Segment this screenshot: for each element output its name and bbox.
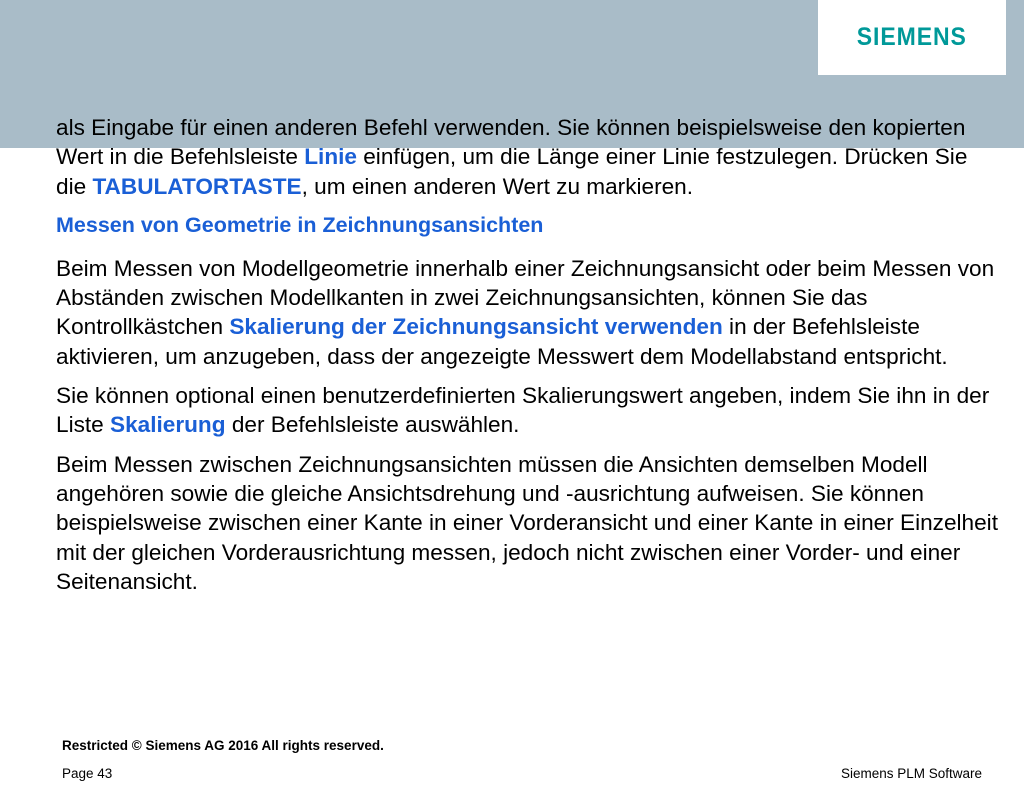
- siemens-logo: SIEMENS: [857, 23, 967, 51]
- paragraph-1-text-2: einfügen, um die Länge einer Linie festzulegen. Drücken Sie die: [56, 144, 968, 199]
- highlight-tabulatortaste: TABULATORTASTE: [92, 173, 302, 199]
- logo-box: [818, 0, 1006, 75]
- section-heading: Messen von Geometrie in Zeichnungsansichten: [56, 212, 544, 237]
- footer-page-number: Page 43: [62, 766, 113, 781]
- footer-company: Siemens PLM Software: [840, 766, 982, 781]
- paragraph-2: [56, 254, 1001, 371]
- paragraph-1: [56, 113, 1001, 201]
- footer-copyright: Restricted © Siemens AG 2016 All rights reserved.: [62, 738, 384, 753]
- paragraph-3-text-2: der Befehlsleiste auswählen.: [225, 412, 520, 438]
- paragraph-2-text-1: Beim Messen von Modellgeometrie innerhalb einer Zeichnungsansicht oder beim Messen von Abständen zwischen Modellkanten in zwei Zeichnungsansichten, können Sie das Kontrollkästchen: [56, 255, 995, 340]
- slide-content: [56, 113, 1001, 606]
- paragraph-3-text-1: Sie können optional einen benutzerdefinierten Skalierungswert angeben, indem Sie ihn in der Liste: [56, 383, 990, 438]
- paragraph-3: [56, 381, 1001, 440]
- paragraph-1-text-1: als Eingabe für einen anderen Befehl verwenden. Sie können beispielsweise den kopierten Wert in die Befehlsleiste: [56, 115, 966, 170]
- paragraph-1-text-3: , um einen anderen Wert zu markieren.: [301, 173, 694, 199]
- paragraph-4: Beim Messen zwischen Zeichnungsansichten müssen die Ansichten demselben Modell angehören sowie die gleiche Ansichtsdrehung und -ausrichtung aufweisen. Sie können beispielsweise zwischen einer Kante in einer Vorderansicht und einer Kante in einer Einzelheit mit der gleichen Vorderausrichtung messen, jedoch nicht zwischen einer Vorder- und einer Seitenansicht.: [56, 451, 998, 594]
- highlight-linie: Linie: [304, 144, 357, 170]
- highlight-skalierung: Skalierung: [110, 412, 226, 438]
- paragraph-2-text-2: in der Befehlsleiste aktivieren, um anzugeben, dass der angezeigte Messwert dem Modellabstand entspricht.: [56, 314, 948, 369]
- highlight-skalierung-zeichnungsansicht: Skalierung der Zeichnungsansicht verwenden: [229, 314, 723, 340]
